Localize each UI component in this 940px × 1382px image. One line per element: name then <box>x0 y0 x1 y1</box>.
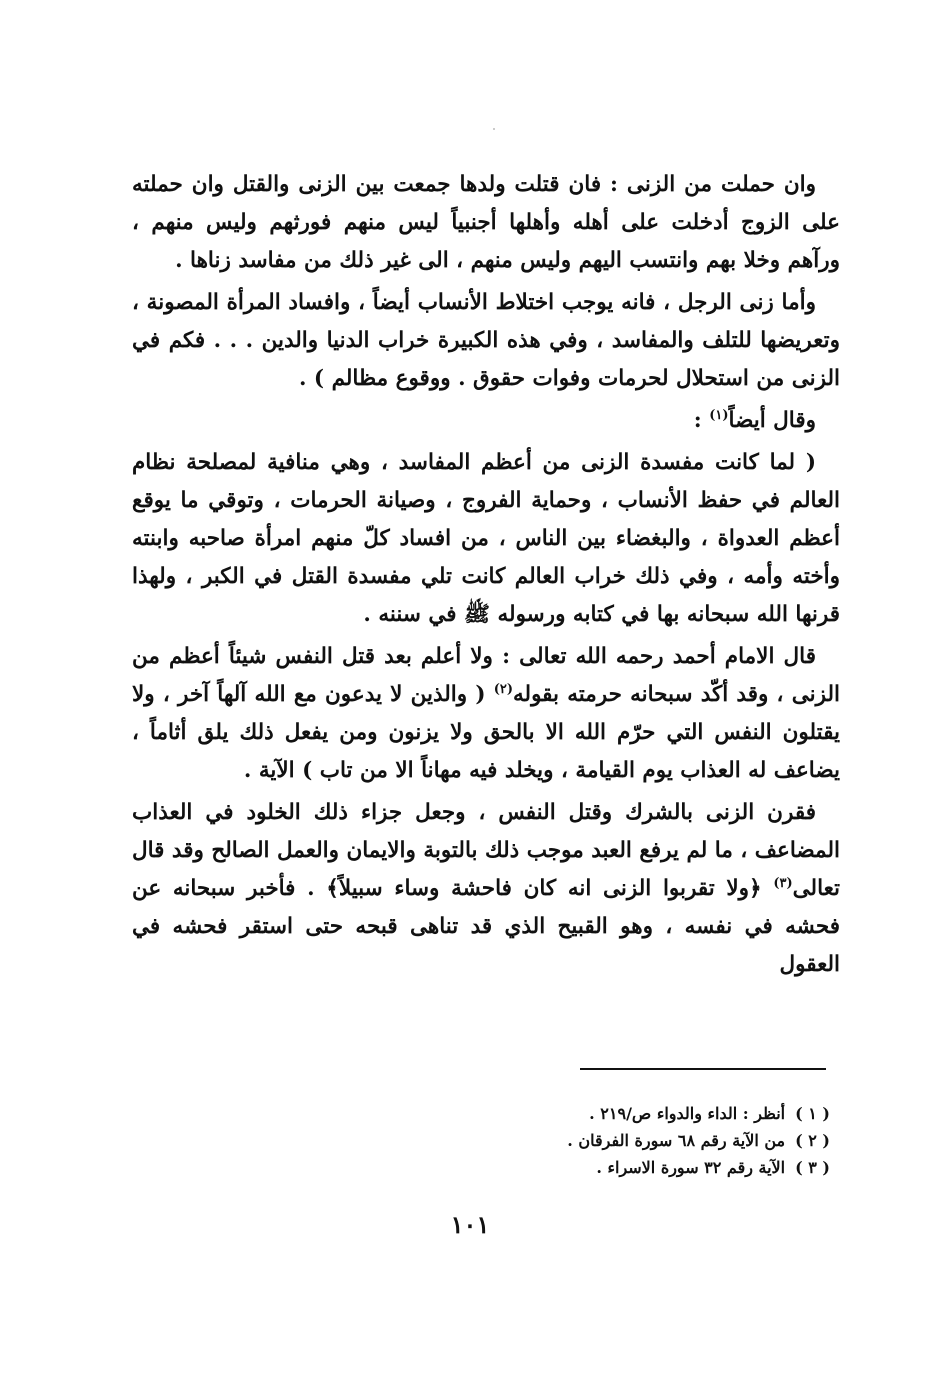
scan-speck <box>493 128 495 130</box>
paragraph-1 <box>132 166 840 280</box>
footnote-number: ( ١ ) <box>795 1104 830 1123</box>
footnote-3 <box>300 1154 830 1181</box>
footnote-ref-2: (٢) <box>493 681 513 697</box>
footnote-divider <box>580 1068 826 1070</box>
footnote-2 <box>300 1127 830 1154</box>
paragraph-4 <box>132 444 840 634</box>
paragraph-2 <box>132 284 840 398</box>
footnote-text: من الآية رقم ٦٨ سورة الفرقان . <box>567 1131 786 1150</box>
page-number: ١٠١ <box>450 1210 490 1239</box>
paragraph-5 <box>132 638 840 790</box>
footnote-text: أنظر : الداء والدواء ص/٢١٩ . <box>589 1104 786 1123</box>
main-text <box>132 166 840 988</box>
paragraph-text: وأما زنى الرجل ، فانه يوجب اختلاط الأنساب أيضاً ، وافساد المرأة المصونة ، وتعريضها للتلف والمفاسد ، وفي هذه الكبيرة خراب الدنيا والدين . . . فكم في الزنى من استحلال لحرمات وفوات حقوق . ووقوع مظالم ) . <box>132 290 840 391</box>
footnote-text: الآية رقم ٣٢ سورة الاسراء . <box>596 1158 786 1177</box>
footnote-ref-1: (١) <box>709 407 729 423</box>
paragraph-tail: : <box>693 408 710 433</box>
paragraph-3 <box>132 402 840 440</box>
paragraph-text: فقرن الزنى بالشرك وقتل النفس ، وجعل جزاء ذلك الخلود في العذاب المضاعف ، ما لم يرفع العبد موجب ذلك بالتوبة والايمان والعمل الصالح وقد قال تعالى <box>131 800 840 901</box>
paragraph-6 <box>132 794 840 984</box>
paragraph-text: وقال أيضاً <box>728 408 816 433</box>
footnote-number: ( ٢ ) <box>795 1131 830 1150</box>
footnote-1 <box>300 1100 830 1127</box>
paragraph-tail: ﴿ولا تقربوا الزنى انه كان فاحشة وساء سبيلاً﴾ . فأخبر سبحانه عن فحشه في نفسه ، وهو القبيح الذي قد تناهى قبحه حتى استقر فحشه في العقول <box>132 876 840 977</box>
paragraph-text: قال الامام أحمد رحمه الله تعالى : ولا أعلم بعد قتل النفس شيئاً أعظم من الزنى ، وقد أكّد سبحانه حرمته بقوله <box>132 644 840 707</box>
footnote-number: ( ٣ ) <box>795 1158 830 1177</box>
footnote-ref-3: (٣) <box>773 875 793 891</box>
paragraph-text: ( لما كانت مفسدة الزنى من أعظم المفاسد ، وهي منافية لمصلحة نظام العالم في حفظ الأنساب ، وحماية الفروج ، وصيانة الحرمات ، وتوقي ما يوقع أعظم العدواة ، والبغضاء بين الناس ، من افساد كلّ منهم امرأة صاحبه وابنته وأخته وأمه ، وفي ذلك خراب العالم كانت تلي مفسدة القتل في الكبر ، ولهذا قرنها الله سبحانه بها في كتابه ورسوله ﷺ في سننه . <box>132 450 840 627</box>
paragraph-tail: ( والذين لا يدعون مع الله آلهاً آخر ، ولا يقتلون النفس التي حرّم الله الا بالحق ولا يزنون ومن يفعل ذلك يلق أثاماً ، يضاعف له العذاب يوم القيامة ، ويخلد فيه مهاناً الا من تاب ) الآية . <box>132 682 840 783</box>
footnotes <box>300 1100 830 1181</box>
paragraph-text: وان حملت من الزنى : فان قتلت ولدها جمعت بين الزنى والقتل وان حملته على الزوج أدخلت على أهله وأهلها أجنبياً ليس منهم فورثهم وليس منهم ، ورآهم وخلا بهم وانتسب اليهم وليس منهم ، الى غير ذلك من مفاسد زناها . <box>132 172 840 273</box>
